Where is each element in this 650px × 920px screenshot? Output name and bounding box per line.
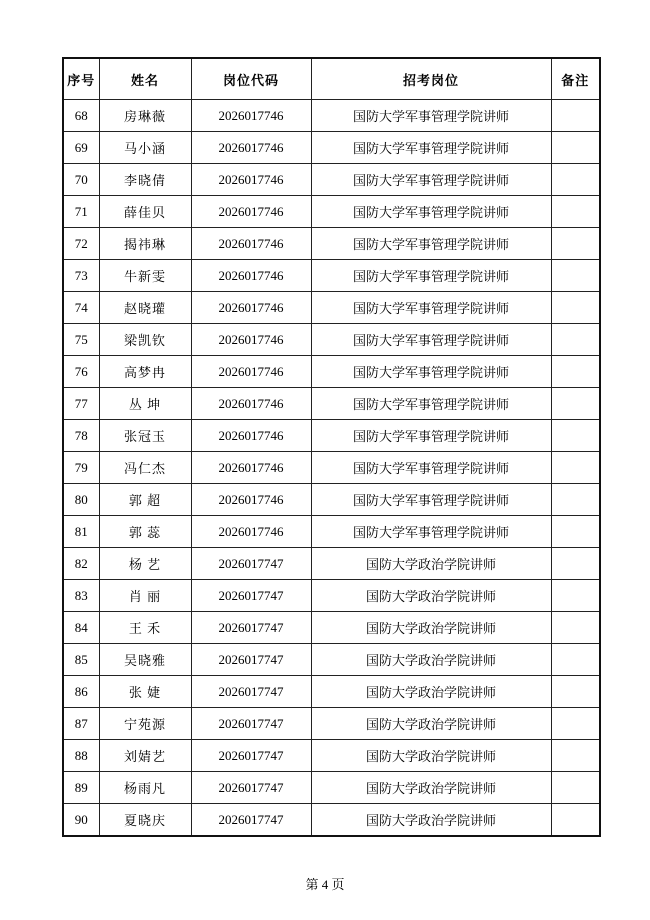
cell-code: 2026017747 [191, 676, 311, 708]
cell-remark [551, 324, 600, 356]
cell-code: 2026017746 [191, 484, 311, 516]
cell-position: 国防大学政治学院讲师 [311, 612, 551, 644]
header-cell-no: 序号 [63, 58, 99, 100]
cell-code: 2026017747 [191, 740, 311, 772]
cell-position: 国防大学军事管理学院讲师 [311, 324, 551, 356]
cell-position: 国防大学军事管理学院讲师 [311, 452, 551, 484]
cell-remark [551, 580, 600, 612]
cell-remark [551, 164, 600, 196]
cell-name: 王 禾 [99, 612, 191, 644]
cell-code: 2026017747 [191, 580, 311, 612]
cell-code: 2026017746 [191, 388, 311, 420]
cell-remark [551, 196, 600, 228]
cell-no: 90 [63, 804, 99, 837]
cell-name: 丛 坤 [99, 388, 191, 420]
table-row [63, 484, 600, 516]
cell-name: 薛佳贝 [99, 196, 191, 228]
table-row [63, 260, 600, 292]
cell-code: 2026017746 [191, 228, 311, 260]
header-cell-position: 招考岗位 [311, 58, 551, 100]
cell-no: 82 [63, 548, 99, 580]
cell-position: 国防大学军事管理学院讲师 [311, 260, 551, 292]
cell-name: 牛新雯 [99, 260, 191, 292]
cell-remark [551, 612, 600, 644]
header-cell-code: 岗位代码 [191, 58, 311, 100]
table-row [63, 228, 600, 260]
cell-no: 72 [63, 228, 99, 260]
cell-remark [551, 260, 600, 292]
cell-no: 74 [63, 292, 99, 324]
cell-no: 75 [63, 324, 99, 356]
cell-remark [551, 644, 600, 676]
cell-name: 杨 艺 [99, 548, 191, 580]
table-row [63, 548, 600, 580]
table-row [63, 612, 600, 644]
cell-name: 冯仁杰 [99, 452, 191, 484]
cell-no: 83 [63, 580, 99, 612]
table-row [63, 452, 600, 484]
cell-position: 国防大学政治学院讲师 [311, 740, 551, 772]
cell-no: 77 [63, 388, 99, 420]
cell-position: 国防大学政治学院讲师 [311, 644, 551, 676]
cell-position: 国防大学政治学院讲师 [311, 804, 551, 837]
table-row [63, 388, 600, 420]
cell-no: 80 [63, 484, 99, 516]
table-row [63, 708, 600, 740]
cell-no: 76 [63, 356, 99, 388]
cell-remark [551, 356, 600, 388]
cell-code: 2026017747 [191, 708, 311, 740]
header-cell-remark: 备注 [551, 58, 600, 100]
cell-name: 李晓倩 [99, 164, 191, 196]
cell-code: 2026017746 [191, 196, 311, 228]
cell-remark [551, 452, 600, 484]
cell-position: 国防大学军事管理学院讲师 [311, 420, 551, 452]
cell-remark [551, 740, 600, 772]
cell-name: 吴晓雅 [99, 644, 191, 676]
cell-no: 69 [63, 132, 99, 164]
cell-remark [551, 548, 600, 580]
cell-code: 2026017747 [191, 804, 311, 837]
table-row [63, 100, 600, 132]
cell-remark [551, 708, 600, 740]
cell-position: 国防大学政治学院讲师 [311, 580, 551, 612]
table-body [63, 100, 600, 837]
cell-name: 张 婕 [99, 676, 191, 708]
cell-remark [551, 132, 600, 164]
cell-name: 马小涵 [99, 132, 191, 164]
cell-code: 2026017747 [191, 644, 311, 676]
cell-no: 87 [63, 708, 99, 740]
header-row [63, 58, 600, 100]
cell-code: 2026017747 [191, 772, 311, 804]
cell-code: 2026017747 [191, 612, 311, 644]
page-number: 第 4 页 [305, 877, 345, 892]
cell-name: 揭祎琳 [99, 228, 191, 260]
cell-remark [551, 772, 600, 804]
cell-name: 郭 超 [99, 484, 191, 516]
cell-position: 国防大学军事管理学院讲师 [311, 164, 551, 196]
cell-position: 国防大学政治学院讲师 [311, 708, 551, 740]
cell-remark [551, 484, 600, 516]
cell-code: 2026017746 [191, 164, 311, 196]
cell-no: 71 [63, 196, 99, 228]
cell-name: 夏晓庆 [99, 804, 191, 837]
cell-no: 68 [63, 100, 99, 132]
cell-name: 杨雨凡 [99, 772, 191, 804]
cell-no: 78 [63, 420, 99, 452]
recruitment-roster-table [62, 57, 601, 837]
cell-position: 国防大学政治学院讲师 [311, 676, 551, 708]
cell-name: 赵晓瓘 [99, 292, 191, 324]
cell-name: 宁苑源 [99, 708, 191, 740]
cell-remark [551, 804, 600, 837]
cell-name: 刘婧艺 [99, 740, 191, 772]
table-row [63, 356, 600, 388]
cell-position: 国防大学军事管理学院讲师 [311, 388, 551, 420]
cell-code: 2026017747 [191, 548, 311, 580]
cell-position: 国防大学政治学院讲师 [311, 548, 551, 580]
cell-code: 2026017746 [191, 132, 311, 164]
table-row [63, 196, 600, 228]
table-row [63, 804, 600, 837]
cell-code: 2026017746 [191, 356, 311, 388]
cell-code: 2026017746 [191, 324, 311, 356]
cell-code: 2026017746 [191, 292, 311, 324]
table-row [63, 324, 600, 356]
cell-no: 81 [63, 516, 99, 548]
cell-remark [551, 516, 600, 548]
table-row [63, 292, 600, 324]
cell-position: 国防大学军事管理学院讲师 [311, 484, 551, 516]
cell-no: 73 [63, 260, 99, 292]
cell-no: 86 [63, 676, 99, 708]
cell-code: 2026017746 [191, 516, 311, 548]
cell-name: 高梦冉 [99, 356, 191, 388]
cell-position: 国防大学军事管理学院讲师 [311, 100, 551, 132]
cell-position: 国防大学军事管理学院讲师 [311, 132, 551, 164]
cell-code: 2026017746 [191, 420, 311, 452]
cell-remark [551, 388, 600, 420]
cell-name: 郭 蕊 [99, 516, 191, 548]
table-row [63, 676, 600, 708]
cell-remark [551, 100, 600, 132]
table-row [63, 580, 600, 612]
table-row [63, 132, 600, 164]
cell-remark [551, 228, 600, 260]
cell-remark [551, 676, 600, 708]
cell-code: 2026017746 [191, 452, 311, 484]
cell-code: 2026017746 [191, 260, 311, 292]
cell-position: 国防大学军事管理学院讲师 [311, 516, 551, 548]
cell-no: 88 [63, 740, 99, 772]
cell-no: 85 [63, 644, 99, 676]
cell-no: 84 [63, 612, 99, 644]
cell-code: 2026017746 [191, 100, 311, 132]
cell-remark [551, 420, 600, 452]
cell-name: 肖 丽 [99, 580, 191, 612]
cell-position: 国防大学军事管理学院讲师 [311, 228, 551, 260]
table-row [63, 164, 600, 196]
table-row [63, 516, 600, 548]
header-cell-name: 姓名 [99, 58, 191, 100]
cell-position: 国防大学军事管理学院讲师 [311, 292, 551, 324]
cell-no: 70 [63, 164, 99, 196]
cell-position: 国防大学政治学院讲师 [311, 772, 551, 804]
cell-name: 梁凯钦 [99, 324, 191, 356]
cell-position: 国防大学军事管理学院讲师 [311, 356, 551, 388]
table-row [63, 772, 600, 804]
table-row [63, 740, 600, 772]
table-row [63, 644, 600, 676]
table-header [63, 58, 600, 100]
cell-name: 张冠玉 [99, 420, 191, 452]
cell-name: 房琳薇 [99, 100, 191, 132]
cell-remark [551, 292, 600, 324]
cell-no: 89 [63, 772, 99, 804]
cell-no: 79 [63, 452, 99, 484]
cell-position: 国防大学军事管理学院讲师 [311, 196, 551, 228]
table-row [63, 420, 600, 452]
